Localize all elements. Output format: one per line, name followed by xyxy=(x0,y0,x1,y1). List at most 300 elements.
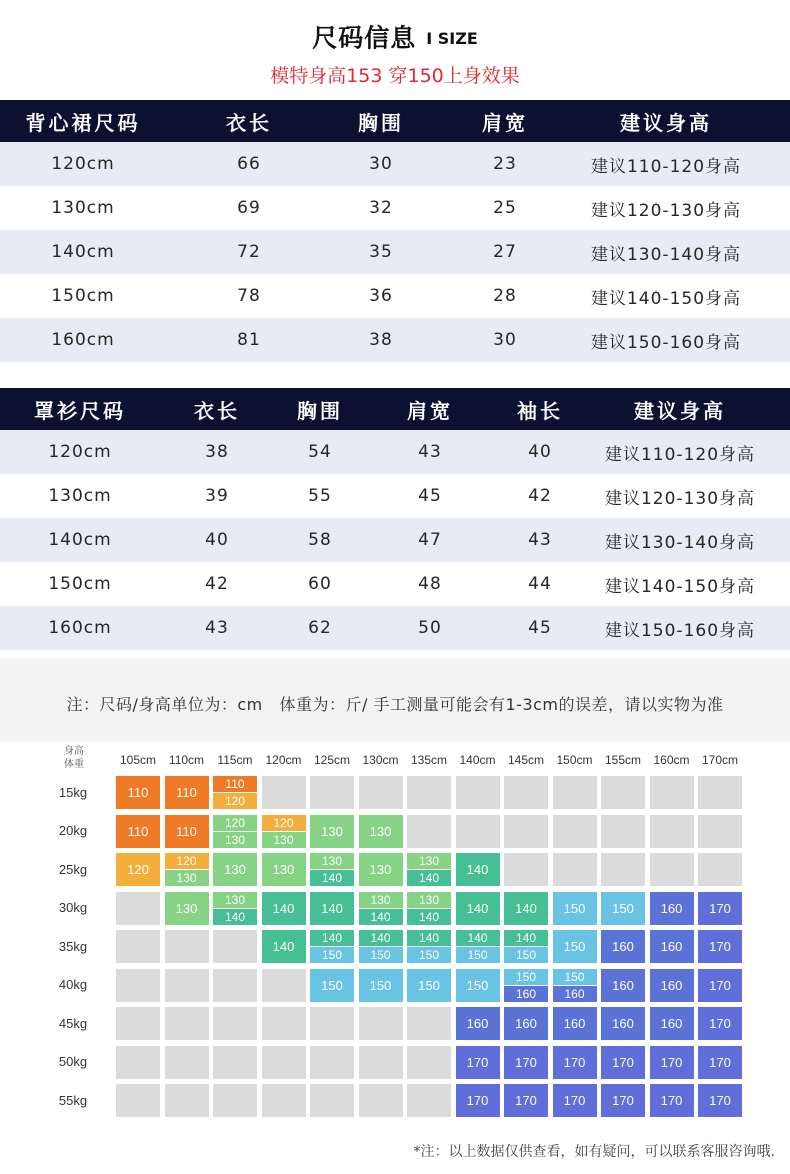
blouse-cell: 60 xyxy=(308,574,332,594)
size-cell-empty xyxy=(116,1007,160,1040)
size-cell-empty xyxy=(310,1046,354,1079)
blouse-cell: 建议150-160身高 xyxy=(604,620,756,641)
size-cell xyxy=(456,930,500,963)
size-value: 140 xyxy=(262,930,306,963)
size-cell xyxy=(359,969,403,1002)
blouse-cell: 建议110-120身高 xyxy=(604,444,756,465)
size-value: 120 xyxy=(213,815,257,831)
blouse-cell: 43 xyxy=(418,442,442,462)
size-value: 140 xyxy=(504,930,548,946)
size-cell-empty xyxy=(262,1007,306,1040)
blouse-column-header: 罩衫尺码 xyxy=(34,398,126,423)
size-value: 170 xyxy=(601,1084,645,1117)
size-value: 170 xyxy=(504,1046,548,1079)
height-column-header: 170cm xyxy=(701,753,739,767)
size-cell xyxy=(116,815,160,848)
size-cell xyxy=(504,892,548,925)
size-cell-empty xyxy=(504,776,548,809)
size-value: 120 xyxy=(262,815,306,831)
blouse-cell: 150cm xyxy=(48,574,112,594)
dress-cell: 81 xyxy=(237,330,261,350)
size-value: 170 xyxy=(601,1046,645,1079)
size-cell xyxy=(601,1084,645,1117)
size-value: 170 xyxy=(553,1046,597,1079)
blouse-table-row xyxy=(0,518,790,562)
size-value: 150 xyxy=(553,892,597,925)
blouse-cell: 160cm xyxy=(48,618,112,638)
dress-table-header xyxy=(0,100,790,142)
title-block xyxy=(0,22,790,55)
dress-cell: 建议120-130身高 xyxy=(590,200,742,221)
size-cell xyxy=(456,1046,500,1079)
blouse-table-row xyxy=(0,474,790,518)
size-value: 170 xyxy=(553,1084,597,1117)
size-value: 170 xyxy=(698,930,742,963)
blouse-size-table xyxy=(0,388,790,650)
size-cell-empty xyxy=(698,815,742,848)
height-column-header: 130cm xyxy=(362,753,399,767)
blouse-table-row xyxy=(0,606,790,650)
size-cell-empty xyxy=(213,1046,257,1079)
size-cell-empty xyxy=(407,776,451,809)
size-cell-empty xyxy=(407,815,451,848)
size-cell xyxy=(165,776,209,809)
dress-column-header: 衣长 xyxy=(226,110,272,135)
size-value: 140 xyxy=(310,870,354,886)
height-column-header: 110cm xyxy=(168,753,205,767)
size-cell-empty xyxy=(165,1046,209,1079)
size-cell-empty xyxy=(650,815,694,848)
size-value: 130 xyxy=(407,892,451,908)
size-value: 160 xyxy=(650,930,694,963)
blouse-cell: 140cm xyxy=(48,530,112,550)
dress-column-header: 胸围 xyxy=(358,110,404,135)
size-cell-empty xyxy=(310,1084,354,1117)
size-cell-empty xyxy=(553,853,597,886)
size-value: 150 xyxy=(504,969,548,985)
size-cell xyxy=(310,969,354,1002)
size-value: 170 xyxy=(456,1046,500,1079)
blouse-cell: 建议140-150身高 xyxy=(604,576,756,597)
dress-column-header: 建议身高 xyxy=(620,110,712,135)
size-cell-empty xyxy=(650,853,694,886)
size-cell xyxy=(601,1046,645,1079)
blouse-column-header: 衣长 xyxy=(194,398,240,423)
size-value: 130 xyxy=(359,815,403,848)
blouse-cell: 50 xyxy=(418,618,442,638)
blouse-cell: 54 xyxy=(308,442,332,462)
dress-cell: 32 xyxy=(369,198,393,218)
dress-cell: 150cm xyxy=(51,286,115,306)
weight-row-label: 35kg xyxy=(58,938,88,954)
size-cell-empty xyxy=(407,1007,451,1040)
size-cell xyxy=(601,1007,645,1040)
size-value: 150 xyxy=(456,969,500,1002)
size-cell xyxy=(165,815,209,848)
blouse-cell: 120cm xyxy=(48,442,112,462)
size-cell xyxy=(262,853,306,886)
weight-row-label: 30kg xyxy=(58,900,88,915)
size-cell xyxy=(359,892,403,925)
size-cell-empty xyxy=(116,892,160,925)
size-value: 150 xyxy=(456,947,500,963)
size-value: 140 xyxy=(504,892,548,925)
size-cell xyxy=(553,930,597,963)
measurement-note: 注：尺码/身高单位为：cm 体重为：斤/ 手工测量可能会有1-3cm的误差，请以实物为准 xyxy=(66,695,724,714)
size-cell xyxy=(698,892,742,925)
size-value: 170 xyxy=(650,1046,694,1079)
size-cell-empty xyxy=(262,776,306,809)
size-cell xyxy=(310,892,354,925)
size-value: 150 xyxy=(407,947,451,963)
dress-cell: 28 xyxy=(493,286,517,306)
size-cell-empty xyxy=(213,1007,257,1040)
size-value: 130 xyxy=(359,892,403,908)
blouse-cell: 44 xyxy=(528,574,552,594)
blouse-cell: 62 xyxy=(308,618,332,638)
size-cell-empty xyxy=(601,776,645,809)
blouse-table-row xyxy=(0,562,790,606)
size-cell-empty xyxy=(116,1084,160,1117)
size-value: 160 xyxy=(601,969,645,1002)
size-cell xyxy=(456,1084,500,1117)
size-cell-empty xyxy=(262,969,306,1002)
height-column-header: 105cm xyxy=(119,753,157,767)
size-cell-empty xyxy=(504,853,548,886)
size-value: 170 xyxy=(698,1007,742,1040)
dress-cell: 130cm xyxy=(51,198,115,218)
size-value: 140 xyxy=(310,930,354,946)
size-cell-empty xyxy=(553,815,597,848)
size-value: 130 xyxy=(262,853,306,886)
size-value: 170 xyxy=(698,1084,742,1117)
size-cell-empty xyxy=(116,1046,160,1079)
size-value: 130 xyxy=(310,853,354,869)
size-cell xyxy=(116,853,160,886)
blouse-cell: 42 xyxy=(205,574,229,594)
size-value: 170 xyxy=(698,969,742,1002)
size-cell-empty xyxy=(165,969,209,1002)
size-cell xyxy=(213,892,257,925)
dress-size-table xyxy=(0,100,790,362)
blouse-cell: 建议130-140身高 xyxy=(604,532,756,553)
size-cell-empty xyxy=(504,815,548,848)
height-column-header: 155cm xyxy=(604,753,642,767)
size-cell xyxy=(553,1084,597,1117)
size-cell-empty xyxy=(213,1084,257,1117)
size-value: 160 xyxy=(650,1007,694,1040)
dress-table-row xyxy=(0,230,790,274)
dress-cell: 66 xyxy=(237,154,261,174)
size-value: 110 xyxy=(165,815,209,848)
footnote: *注：以上数据仅供查看，如有疑问，可以联系客服咨询哦. xyxy=(413,1144,775,1160)
size-cell xyxy=(553,1046,597,1079)
size-cell-empty xyxy=(213,969,257,1002)
blouse-cell: 建议120-130身高 xyxy=(604,488,756,509)
size-cell xyxy=(650,892,694,925)
size-cell xyxy=(553,1007,597,1040)
page-title: 尺码信息 xyxy=(312,23,417,53)
dress-cell: 78 xyxy=(237,286,261,306)
weight-row-label: 55kg xyxy=(58,1092,88,1108)
blouse-column-header: 肩宽 xyxy=(407,398,453,423)
size-value: 140 xyxy=(407,930,451,946)
blouse-column-header: 袖长 xyxy=(517,398,563,423)
size-cell xyxy=(601,930,645,963)
blouse-cell: 40 xyxy=(528,442,552,462)
dress-column-header: 肩宽 xyxy=(482,110,528,135)
dress-cell: 35 xyxy=(369,242,393,262)
blouse-column-header: 建议身高 xyxy=(634,398,726,423)
size-cell-empty xyxy=(650,776,694,809)
size-value: 120 xyxy=(213,793,257,809)
blouse-column-header: 胸围 xyxy=(297,398,343,423)
size-cell-empty xyxy=(310,1007,354,1040)
size-value: 160 xyxy=(456,1007,500,1040)
size-cell xyxy=(650,1084,694,1117)
size-cell-empty xyxy=(165,930,209,963)
weight-row-label: 50kg xyxy=(58,1054,88,1069)
size-value: 140 xyxy=(310,892,354,925)
size-value: 150 xyxy=(359,947,403,963)
size-value: 160 xyxy=(553,986,597,1002)
size-value: 140 xyxy=(456,930,500,946)
size-cell xyxy=(262,892,306,925)
size-value: 150 xyxy=(407,969,451,1002)
size-cell-empty xyxy=(116,930,160,963)
blouse-cell: 58 xyxy=(308,530,332,550)
dress-cell: 27 xyxy=(493,242,517,262)
blouse-cell: 48 xyxy=(418,574,442,594)
size-cell-empty xyxy=(213,930,257,963)
size-cell xyxy=(698,969,742,1002)
blouse-cell: 43 xyxy=(528,530,552,550)
size-value: 170 xyxy=(698,1046,742,1079)
size-cell-empty xyxy=(165,1084,209,1117)
size-value: 160 xyxy=(504,986,548,1002)
size-value: 170 xyxy=(456,1084,500,1117)
size-cell-empty xyxy=(359,1046,403,1079)
size-value: 150 xyxy=(504,947,548,963)
size-cell-empty xyxy=(262,1046,306,1079)
size-cell-empty xyxy=(165,1007,209,1040)
size-cell xyxy=(504,1084,548,1117)
size-value: 150 xyxy=(310,969,354,1002)
size-cell xyxy=(310,930,354,963)
size-value: 110 xyxy=(165,776,209,809)
height-column-header: 140cm xyxy=(459,753,496,767)
size-cell xyxy=(553,892,597,925)
size-cell xyxy=(698,930,742,963)
size-cell-empty xyxy=(456,815,500,848)
weight-row-label: 15kg xyxy=(58,784,88,800)
size-value: 160 xyxy=(504,1007,548,1040)
size-cell xyxy=(310,853,354,886)
size-cell xyxy=(456,969,500,1002)
weight-row-label: 25kg xyxy=(58,861,88,877)
height-column-header: 135cm xyxy=(410,753,448,767)
size-cell xyxy=(456,853,500,886)
height-weight-size-grid xyxy=(0,742,790,1122)
blouse-cell: 42 xyxy=(528,486,552,506)
size-cell xyxy=(504,930,548,963)
height-column-header: 145cm xyxy=(507,753,545,767)
height-column-header: 115cm xyxy=(217,753,253,767)
size-value: 170 xyxy=(698,892,742,925)
size-cell-empty xyxy=(456,776,500,809)
size-value: 160 xyxy=(601,930,645,963)
grid-corner-weight-label: 体重 xyxy=(64,759,84,770)
blouse-cell: 55 xyxy=(308,486,332,506)
size-cell-empty xyxy=(601,815,645,848)
dress-cell: 140cm xyxy=(51,242,115,262)
size-cell xyxy=(165,892,209,925)
dress-cell: 建议140-150身高 xyxy=(590,288,742,309)
size-value: 130 xyxy=(407,853,451,869)
size-value: 170 xyxy=(650,1084,694,1117)
size-cell xyxy=(504,1046,548,1079)
size-value: 140 xyxy=(456,892,500,925)
size-cell xyxy=(650,1046,694,1079)
size-cell xyxy=(698,1084,742,1117)
weight-row-label: 45kg xyxy=(58,1015,88,1031)
size-cell xyxy=(213,776,257,809)
size-cell xyxy=(650,1007,694,1040)
size-value: 160 xyxy=(601,1007,645,1040)
size-value: 130 xyxy=(359,853,403,886)
size-cell xyxy=(601,892,645,925)
size-cell xyxy=(650,969,694,1002)
size-value: 120 xyxy=(116,853,160,886)
blouse-cell: 39 xyxy=(205,486,229,506)
size-value: 140 xyxy=(359,930,403,946)
size-value: 140 xyxy=(213,909,257,925)
size-cell xyxy=(650,930,694,963)
size-cell xyxy=(116,776,160,809)
size-cell-empty xyxy=(359,776,403,809)
dress-cell: 建议150-160身高 xyxy=(590,332,742,353)
dress-cell: 38 xyxy=(369,330,393,350)
height-column-header: 125cm xyxy=(313,753,351,767)
size-cell xyxy=(601,969,645,1002)
dress-cell: 160cm xyxy=(51,330,115,350)
weight-row-label: 20kg xyxy=(58,823,88,838)
size-value: 140 xyxy=(407,909,451,925)
size-cell xyxy=(407,853,451,886)
size-cell xyxy=(359,930,403,963)
size-cell-empty xyxy=(359,1084,403,1117)
dress-cell: 72 xyxy=(237,242,261,262)
size-cell-empty xyxy=(601,853,645,886)
size-cell xyxy=(504,1007,548,1040)
size-cell xyxy=(456,1007,500,1040)
size-value: 130 xyxy=(165,892,209,925)
height-column-header: 150cm xyxy=(556,753,593,767)
size-value: 130 xyxy=(213,832,257,848)
blouse-cell: 38 xyxy=(205,442,229,462)
size-value: 140 xyxy=(262,892,306,925)
size-cell xyxy=(407,892,451,925)
height-column-header: 160cm xyxy=(653,753,690,767)
size-cell-empty xyxy=(310,776,354,809)
size-cell-empty xyxy=(698,853,742,886)
dress-cell: 建议130-140身高 xyxy=(590,244,742,265)
dress-cell: 30 xyxy=(493,330,517,350)
size-cell xyxy=(553,969,597,1002)
dress-cell: 23 xyxy=(493,154,517,174)
size-value: 150 xyxy=(553,969,597,985)
size-value: 140 xyxy=(456,853,500,886)
size-cell-empty xyxy=(262,1084,306,1117)
size-cell-empty xyxy=(116,969,160,1002)
blouse-cell: 45 xyxy=(528,618,552,638)
blouse-cell: 40 xyxy=(205,530,229,550)
size-cell-empty xyxy=(698,776,742,809)
size-value: 150 xyxy=(310,947,354,963)
size-cell xyxy=(262,815,306,848)
dress-cell: 30 xyxy=(369,154,393,174)
size-cell xyxy=(213,853,257,886)
dress-table-row xyxy=(0,142,790,186)
size-cell-empty xyxy=(359,1007,403,1040)
dress-table-row xyxy=(0,318,790,362)
size-value: 140 xyxy=(359,909,403,925)
size-cell xyxy=(698,1007,742,1040)
dress-cell: 建议110-120身高 xyxy=(590,156,742,177)
dress-cell: 120cm xyxy=(51,154,115,174)
size-value: 160 xyxy=(553,1007,597,1040)
size-value: 130 xyxy=(165,870,209,886)
model-fit-subtitle: 模特身高153 穿150上身效果 xyxy=(270,65,520,87)
size-value: 130 xyxy=(213,892,257,908)
weight-row-label: 40kg xyxy=(58,977,88,992)
size-value: 110 xyxy=(116,815,160,848)
size-cell xyxy=(213,815,257,848)
size-tag: I SIZE xyxy=(426,28,478,48)
blouse-cell: 130cm xyxy=(48,486,112,506)
dress-cell: 69 xyxy=(237,198,261,218)
size-cell xyxy=(359,853,403,886)
size-value: 170 xyxy=(504,1084,548,1117)
height-column-header: 120cm xyxy=(265,753,302,767)
dress-column-header: 背心裙尺码 xyxy=(25,110,141,135)
size-value: 110 xyxy=(213,776,257,792)
dress-table-row xyxy=(0,186,790,230)
size-cell xyxy=(698,1046,742,1079)
size-cell xyxy=(456,892,500,925)
size-value: 130 xyxy=(310,815,354,848)
size-cell-empty xyxy=(407,1084,451,1117)
size-cell xyxy=(407,930,451,963)
blouse-cell: 45 xyxy=(418,486,442,506)
blouse-table-header xyxy=(0,388,790,430)
size-cell xyxy=(310,815,354,848)
size-value: 150 xyxy=(359,969,403,1002)
blouse-cell: 47 xyxy=(418,530,442,550)
size-value: 160 xyxy=(650,969,694,1002)
size-cell xyxy=(262,930,306,963)
size-cell xyxy=(504,969,548,1002)
dress-cell: 36 xyxy=(369,286,393,306)
size-cell-empty xyxy=(553,776,597,809)
grid-corner-height-label: 身高 xyxy=(64,746,84,757)
blouse-table-row xyxy=(0,430,790,474)
dress-table-row xyxy=(0,274,790,318)
size-cell xyxy=(165,853,209,886)
size-value: 130 xyxy=(262,832,306,848)
size-value: 150 xyxy=(553,930,597,963)
dress-cell: 25 xyxy=(493,198,517,218)
